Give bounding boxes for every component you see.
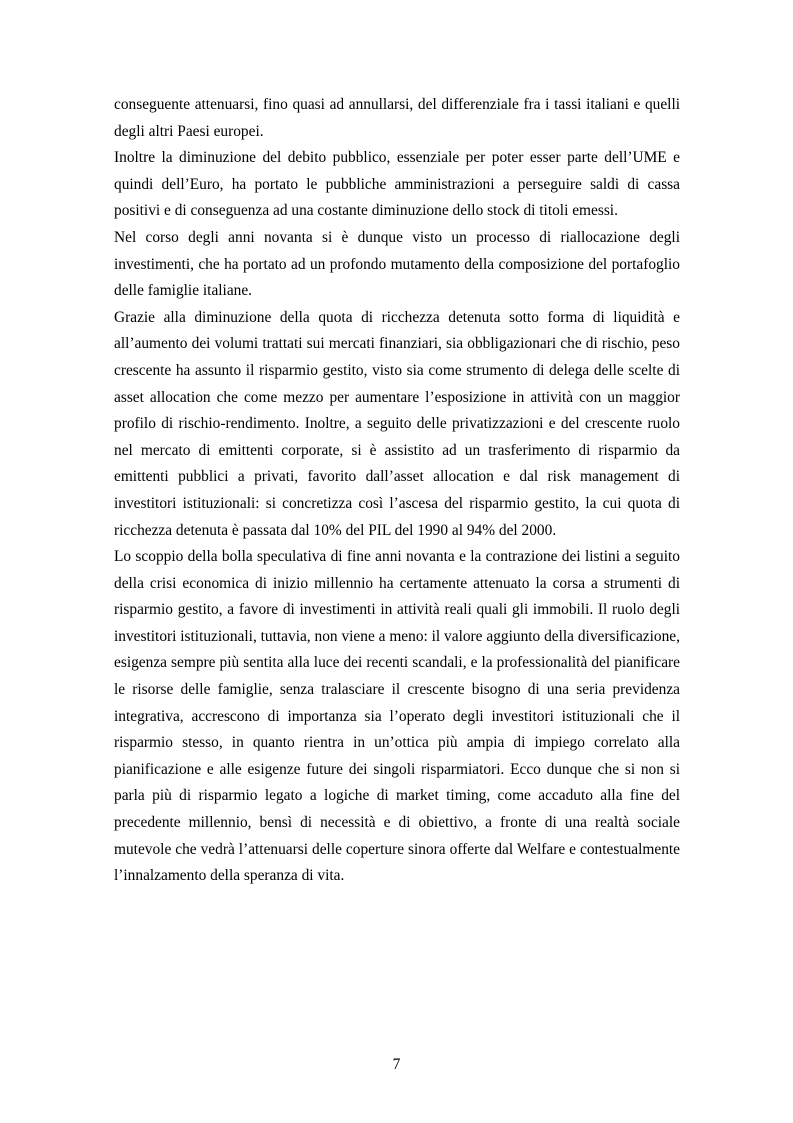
document-body bbox=[114, 92, 680, 890]
paragraph-3: Nel corso degli anni novanta si è dunque visto un processo di riallocazione degli investimenti, che ha portato ad un profondo mutamento della composizione del portafoglio delle famiglie italiane. bbox=[114, 228, 680, 300]
page-number: 7 bbox=[392, 1056, 401, 1073]
paragraph-4: Grazie alla diminuzione della quota di ricchezza detenuta sotto forma di liquidità e all’aumento dei volumi trattati sui mercati finanziari, sia obbligazionari che di rischio, peso crescente ha assunto il risparmio gestito, visto sia come strumento di delega delle scelte di asset allocation che come mezzo per aumentare l’esposizione in attività con un maggior profilo di rischio-rendimento. Inoltre, a seguito delle privatizzazioni e del crescente ruolo nel mercato di emittenti corporate, si è assistito ad un trasferimento di risparmio da emittenti pubblici a privati, favorito dall’asset allocation e dal risk management di investitori istituzionali: si concretizza così l’ascesa del risparmio gestito, la cui quota di ricchezza detenuta è passata dal 10% del PIL del 1990 al 94% del 2000. bbox=[114, 308, 680, 539]
paragraph-1: conseguente attenuarsi, fino quasi ad annullarsi, del differenziale fra i tassi italiani e quelli degli altri Paesi europei. bbox=[114, 96, 680, 140]
paragraph-5: Lo scoppio della bolla speculativa di fine anni novanta e la contrazione dei listini a seguito della crisi economica di inizio millennio ha certamente attenuato la corsa a strumenti di risparmio gestito, a favore di investimenti in attività reali quali gli immobili. Il ruolo degli investitori istituzionali, tuttavia, non viene a meno: il valore aggiunto della diversificazione, esigenza sempre più sentita alla luce dei recenti scandali, e la professionalità del pianificare le risorse delle famiglie, senza tralasciare il crescente bisogno di una seria previdenza integrativa, accrescono di importanza sia l’operato degli investitori istituzionali che il risparmio stesso, in quanto rientra in un’ottica più ampia di impiego correlato alla pianificazione e alle esigenze future dei singoli risparmiatori. Ecco dunque che si non si parla più di risparmio legato a logiche di market timing, come accaduto alla fine del precedente millennio, bensì di necessità e di obiettivo, a fronte di una realtà sociale mutevole che vedrà l’attenuarsi delle coperture sinora offerte dal Welfare e contestualmente l’innalzamento della speranza di vita. bbox=[114, 548, 680, 885]
paragraph-2: Inoltre la diminuzione del debito pubblico, essenziale per poter esser parte dell’UME e quindi dell’Euro, ha portato le pubbliche amministrazioni a perseguire saldi di cassa positivi e di conseguenza ad una costante diminuzione dello stock di titoli emessi. bbox=[114, 149, 680, 220]
